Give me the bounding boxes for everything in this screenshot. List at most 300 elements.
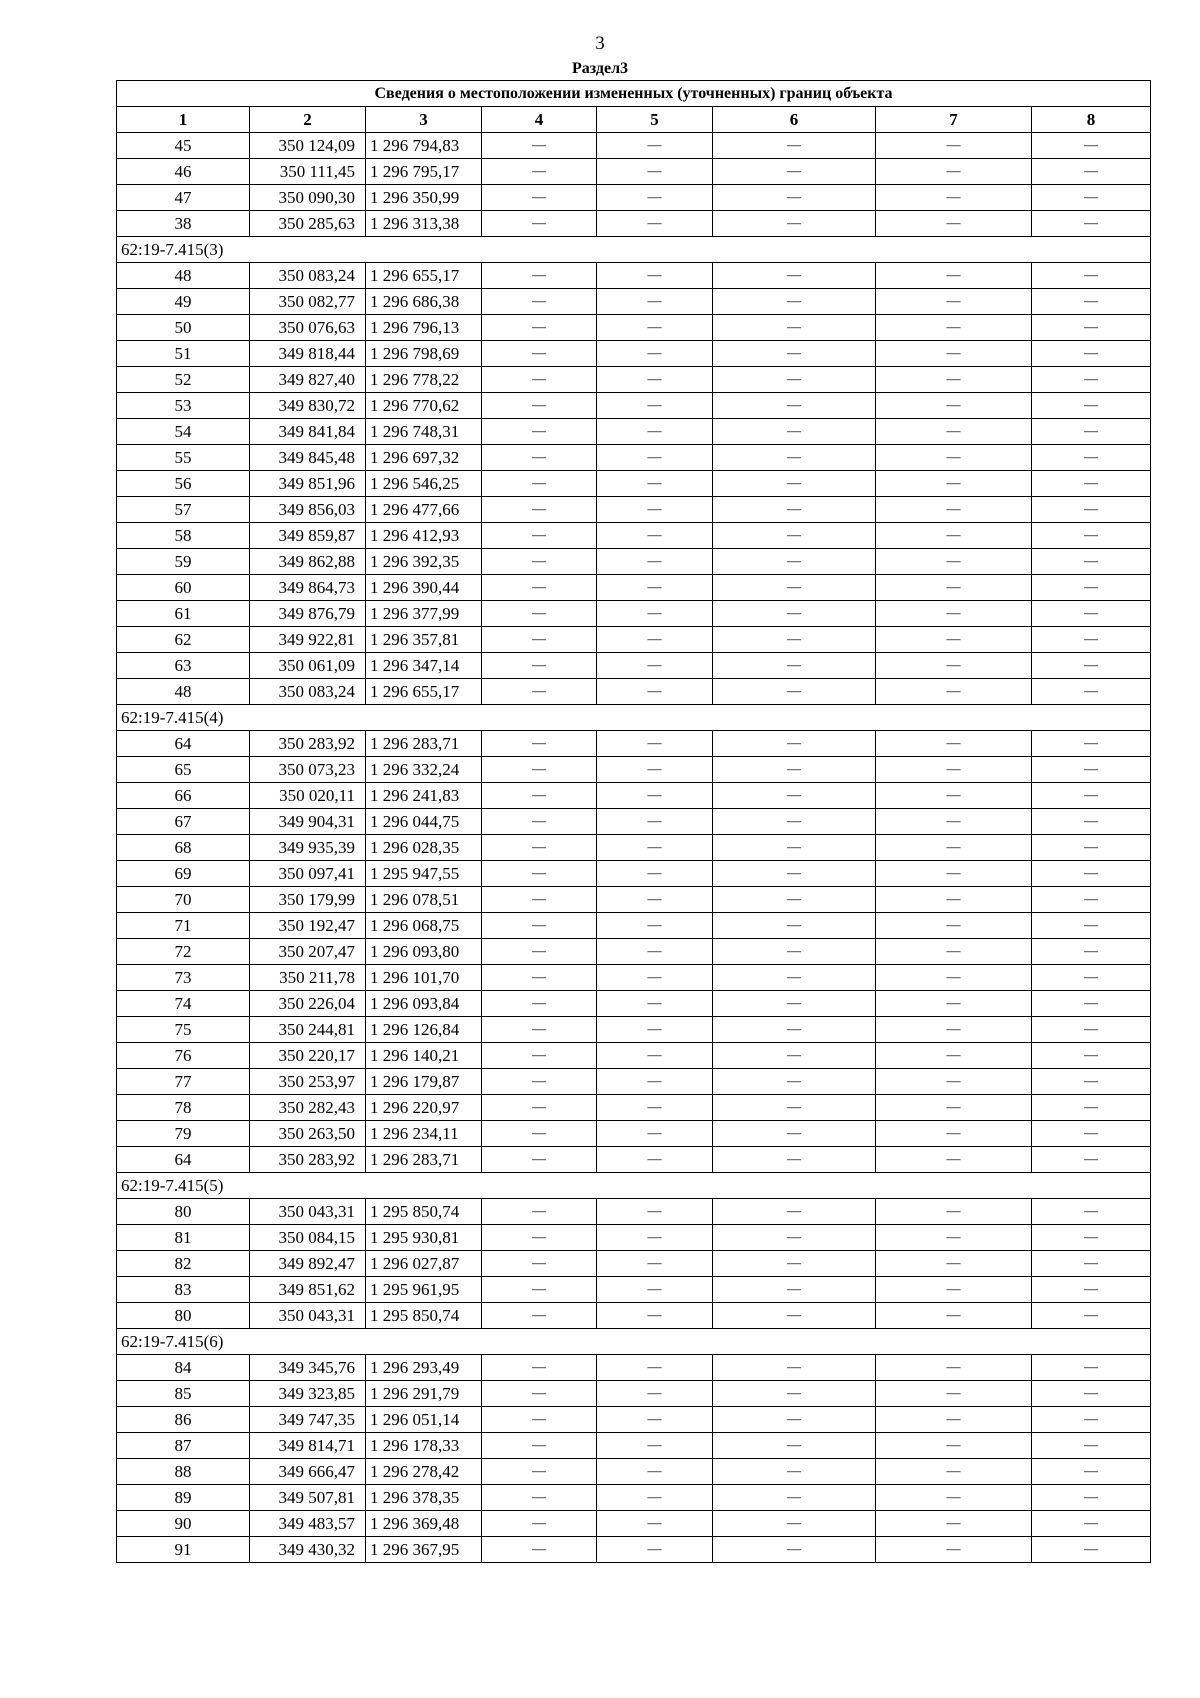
point-number-cell: 52 xyxy=(117,367,250,393)
empty-value-cell: — xyxy=(1032,1303,1151,1329)
table-row xyxy=(117,1121,1151,1147)
empty-value-cell: — xyxy=(1032,367,1151,393)
group-header-row xyxy=(117,1329,1151,1355)
point-number-cell: 74 xyxy=(117,991,250,1017)
empty-value-cell: — xyxy=(597,575,713,601)
empty-value-cell: — xyxy=(713,549,876,575)
empty-value-cell: — xyxy=(1032,1225,1151,1251)
y-coordinate-cell: 1 296 378,35 xyxy=(366,1485,482,1511)
empty-value-cell: — xyxy=(1032,341,1151,367)
x-coordinate-cell: 350 061,09 xyxy=(250,653,366,679)
column-header: 1 xyxy=(117,107,250,133)
empty-value-cell: — xyxy=(1032,601,1151,627)
y-coordinate-cell: 1 296 028,35 xyxy=(366,835,482,861)
empty-value-cell: — xyxy=(1032,1433,1151,1459)
table-row xyxy=(117,835,1151,861)
empty-value-cell: — xyxy=(482,913,597,939)
empty-value-cell: — xyxy=(876,1355,1032,1381)
y-coordinate-cell: 1 296 093,80 xyxy=(366,939,482,965)
y-coordinate-cell: 1 296 179,87 xyxy=(366,1069,482,1095)
point-number-cell: 54 xyxy=(117,419,250,445)
empty-value-cell: — xyxy=(482,653,597,679)
empty-value-cell: — xyxy=(876,731,1032,757)
table-row xyxy=(117,1433,1151,1459)
table-row xyxy=(117,549,1151,575)
point-number-cell: 72 xyxy=(117,939,250,965)
empty-value-cell: — xyxy=(1032,861,1151,887)
table-row xyxy=(117,263,1151,289)
x-coordinate-cell: 349 876,79 xyxy=(250,601,366,627)
x-coordinate-cell: 349 859,87 xyxy=(250,523,366,549)
empty-value-cell: — xyxy=(1032,445,1151,471)
empty-value-cell: — xyxy=(876,263,1032,289)
empty-value-cell: — xyxy=(597,1147,713,1173)
empty-value-cell: — xyxy=(482,1095,597,1121)
empty-value-cell: — xyxy=(1032,1147,1151,1173)
x-coordinate-cell: 350 090,30 xyxy=(250,185,366,211)
empty-value-cell: — xyxy=(482,1459,597,1485)
empty-value-cell: — xyxy=(1032,1381,1151,1407)
column-header: 5 xyxy=(597,107,713,133)
empty-value-cell: — xyxy=(482,263,597,289)
table-row xyxy=(117,575,1151,601)
x-coordinate-cell: 350 082,77 xyxy=(250,289,366,315)
x-coordinate-cell: 349 483,57 xyxy=(250,1511,366,1537)
table-title-row xyxy=(117,81,1151,107)
point-number-cell: 49 xyxy=(117,289,250,315)
point-number-cell: 87 xyxy=(117,1433,250,1459)
table-body xyxy=(117,133,1151,1563)
empty-value-cell: — xyxy=(876,1277,1032,1303)
point-number-cell: 89 xyxy=(117,1485,250,1511)
empty-value-cell: — xyxy=(597,783,713,809)
empty-value-cell: — xyxy=(597,1459,713,1485)
empty-value-cell: — xyxy=(482,809,597,835)
table-row xyxy=(117,419,1151,445)
table-row xyxy=(117,1277,1151,1303)
empty-value-cell: — xyxy=(713,757,876,783)
y-coordinate-cell: 1 295 961,95 xyxy=(366,1277,482,1303)
empty-value-cell: — xyxy=(597,1355,713,1381)
empty-value-cell: — xyxy=(876,1251,1032,1277)
y-coordinate-cell: 1 296 140,21 xyxy=(366,1043,482,1069)
x-coordinate-cell: 350 207,47 xyxy=(250,939,366,965)
empty-value-cell: — xyxy=(1032,211,1151,237)
empty-value-cell: — xyxy=(713,315,876,341)
empty-value-cell: — xyxy=(597,1485,713,1511)
point-number-cell: 45 xyxy=(117,133,250,159)
empty-value-cell: — xyxy=(482,601,597,627)
column-header: 6 xyxy=(713,107,876,133)
y-coordinate-cell: 1 296 283,71 xyxy=(366,1147,482,1173)
empty-value-cell: — xyxy=(597,965,713,991)
empty-value-cell: — xyxy=(876,185,1032,211)
empty-value-cell: — xyxy=(1032,1511,1151,1537)
table-row xyxy=(117,341,1151,367)
empty-value-cell: — xyxy=(1032,809,1151,835)
table-row xyxy=(117,653,1151,679)
empty-value-cell: — xyxy=(713,1537,876,1563)
point-number-cell: 50 xyxy=(117,315,250,341)
point-number-cell: 59 xyxy=(117,549,250,575)
empty-value-cell: — xyxy=(876,1433,1032,1459)
empty-value-cell: — xyxy=(482,939,597,965)
empty-value-cell: — xyxy=(1032,731,1151,757)
table-row xyxy=(117,1043,1151,1069)
point-number-cell: 86 xyxy=(117,1407,250,1433)
empty-value-cell: — xyxy=(482,393,597,419)
empty-value-cell: — xyxy=(597,341,713,367)
empty-value-cell: — xyxy=(713,133,876,159)
x-coordinate-cell: 350 097,41 xyxy=(250,861,366,887)
y-coordinate-cell: 1 296 748,31 xyxy=(366,419,482,445)
y-coordinate-cell: 1 296 078,51 xyxy=(366,887,482,913)
empty-value-cell: — xyxy=(1032,887,1151,913)
empty-value-cell: — xyxy=(597,1199,713,1225)
x-coordinate-cell: 349 904,31 xyxy=(250,809,366,835)
empty-value-cell: — xyxy=(876,1095,1032,1121)
empty-value-cell: — xyxy=(713,211,876,237)
point-number-cell: 83 xyxy=(117,1277,250,1303)
point-number-cell: 64 xyxy=(117,1147,250,1173)
empty-value-cell: — xyxy=(482,497,597,523)
table-row xyxy=(117,1069,1151,1095)
empty-value-cell: — xyxy=(1032,1485,1151,1511)
point-number-cell: 66 xyxy=(117,783,250,809)
empty-value-cell: — xyxy=(1032,549,1151,575)
empty-value-cell: — xyxy=(713,1225,876,1251)
x-coordinate-cell: 350 283,92 xyxy=(250,1147,366,1173)
point-number-cell: 84 xyxy=(117,1355,250,1381)
empty-value-cell: — xyxy=(482,1485,597,1511)
empty-value-cell: — xyxy=(597,887,713,913)
x-coordinate-cell: 350 211,78 xyxy=(250,965,366,991)
empty-value-cell: — xyxy=(1032,991,1151,1017)
column-header-row xyxy=(117,107,1151,133)
column-header: 7 xyxy=(876,107,1032,133)
y-coordinate-cell: 1 296 293,49 xyxy=(366,1355,482,1381)
table-row xyxy=(117,497,1151,523)
y-coordinate-cell: 1 295 850,74 xyxy=(366,1199,482,1225)
empty-value-cell: — xyxy=(713,575,876,601)
empty-value-cell: — xyxy=(597,1433,713,1459)
x-coordinate-cell: 350 253,97 xyxy=(250,1069,366,1095)
x-coordinate-cell: 350 111,45 xyxy=(250,159,366,185)
empty-value-cell: — xyxy=(597,1251,713,1277)
empty-value-cell: — xyxy=(482,445,597,471)
empty-value-cell: — xyxy=(713,861,876,887)
empty-value-cell: — xyxy=(597,1511,713,1537)
empty-value-cell: — xyxy=(876,1381,1032,1407)
empty-value-cell: — xyxy=(482,315,597,341)
empty-value-cell: — xyxy=(713,1485,876,1511)
point-number-cell: 82 xyxy=(117,1251,250,1277)
x-coordinate-cell: 350 244,81 xyxy=(250,1017,366,1043)
table-row xyxy=(117,185,1151,211)
empty-value-cell: — xyxy=(597,1407,713,1433)
empty-value-cell: — xyxy=(876,1511,1032,1537)
table-row xyxy=(117,1459,1151,1485)
empty-value-cell: — xyxy=(482,1069,597,1095)
empty-value-cell: — xyxy=(597,549,713,575)
empty-value-cell: — xyxy=(713,263,876,289)
table-row xyxy=(117,523,1151,549)
empty-value-cell: — xyxy=(876,1485,1032,1511)
empty-value-cell: — xyxy=(713,679,876,705)
empty-value-cell: — xyxy=(1032,315,1151,341)
point-number-cell: 77 xyxy=(117,1069,250,1095)
empty-value-cell: — xyxy=(597,471,713,497)
empty-value-cell: — xyxy=(1032,965,1151,991)
empty-value-cell: — xyxy=(713,809,876,835)
empty-value-cell: — xyxy=(713,419,876,445)
empty-value-cell: — xyxy=(482,1251,597,1277)
empty-value-cell: — xyxy=(713,1277,876,1303)
point-number-cell: 88 xyxy=(117,1459,250,1485)
empty-value-cell: — xyxy=(713,965,876,991)
empty-value-cell: — xyxy=(713,653,876,679)
empty-value-cell: — xyxy=(1032,1459,1151,1485)
y-coordinate-cell: 1 296 655,17 xyxy=(366,263,482,289)
y-coordinate-cell: 1 295 947,55 xyxy=(366,861,482,887)
empty-value-cell: — xyxy=(713,1407,876,1433)
empty-value-cell: — xyxy=(876,523,1032,549)
point-number-cell: 73 xyxy=(117,965,250,991)
empty-value-cell: — xyxy=(1032,159,1151,185)
empty-value-cell: — xyxy=(482,419,597,445)
x-coordinate-cell: 350 073,23 xyxy=(250,757,366,783)
y-coordinate-cell: 1 296 412,93 xyxy=(366,523,482,549)
point-number-cell: 57 xyxy=(117,497,250,523)
empty-value-cell: — xyxy=(713,289,876,315)
empty-value-cell: — xyxy=(1032,1043,1151,1069)
point-number-cell: 80 xyxy=(117,1199,250,1225)
table-row xyxy=(117,913,1151,939)
empty-value-cell: — xyxy=(482,211,597,237)
empty-value-cell: — xyxy=(1032,627,1151,653)
empty-value-cell: — xyxy=(597,1277,713,1303)
empty-value-cell: — xyxy=(597,1069,713,1095)
y-coordinate-cell: 1 296 068,75 xyxy=(366,913,482,939)
empty-value-cell: — xyxy=(876,757,1032,783)
empty-value-cell: — xyxy=(876,809,1032,835)
empty-value-cell: — xyxy=(876,679,1032,705)
empty-value-cell: — xyxy=(482,1199,597,1225)
x-coordinate-cell: 350 282,43 xyxy=(250,1095,366,1121)
y-coordinate-cell: 1 296 369,48 xyxy=(366,1511,482,1537)
empty-value-cell: — xyxy=(597,185,713,211)
table-row xyxy=(117,1095,1151,1121)
empty-value-cell: — xyxy=(1032,497,1151,523)
y-coordinate-cell: 1 296 283,71 xyxy=(366,731,482,757)
y-coordinate-cell: 1 296 770,62 xyxy=(366,393,482,419)
empty-value-cell: — xyxy=(597,653,713,679)
empty-value-cell: — xyxy=(876,887,1032,913)
empty-value-cell: — xyxy=(1032,289,1151,315)
x-coordinate-cell: 350 076,63 xyxy=(250,315,366,341)
empty-value-cell: — xyxy=(482,1511,597,1537)
x-coordinate-cell: 350 192,47 xyxy=(250,913,366,939)
empty-value-cell: — xyxy=(1032,393,1151,419)
column-header: 2 xyxy=(250,107,366,133)
empty-value-cell: — xyxy=(713,887,876,913)
empty-value-cell: — xyxy=(597,861,713,887)
empty-value-cell: — xyxy=(713,159,876,185)
empty-value-cell: — xyxy=(713,1459,876,1485)
y-coordinate-cell: 1 296 313,38 xyxy=(366,211,482,237)
empty-value-cell: — xyxy=(713,1433,876,1459)
point-number-cell: 75 xyxy=(117,1017,250,1043)
x-coordinate-cell: 349 856,03 xyxy=(250,497,366,523)
y-coordinate-cell: 1 296 697,32 xyxy=(366,445,482,471)
table-title: Сведения о местоположении измененных (уточненных) границ объекта xyxy=(117,81,1151,107)
point-number-cell: 46 xyxy=(117,159,250,185)
point-number-cell: 63 xyxy=(117,653,250,679)
empty-value-cell: — xyxy=(713,1303,876,1329)
empty-value-cell: — xyxy=(597,1043,713,1069)
table-row xyxy=(117,1251,1151,1277)
empty-value-cell: — xyxy=(713,497,876,523)
y-coordinate-cell: 1 296 278,42 xyxy=(366,1459,482,1485)
x-coordinate-cell: 350 220,17 xyxy=(250,1043,366,1069)
empty-value-cell: — xyxy=(1032,419,1151,445)
empty-value-cell: — xyxy=(876,783,1032,809)
point-number-cell: 90 xyxy=(117,1511,250,1537)
table-row xyxy=(117,1147,1151,1173)
empty-value-cell: — xyxy=(597,601,713,627)
table-row xyxy=(117,757,1151,783)
point-number-cell: 58 xyxy=(117,523,250,549)
table-row xyxy=(117,861,1151,887)
point-number-cell: 80 xyxy=(117,1303,250,1329)
x-coordinate-cell: 349 841,84 xyxy=(250,419,366,445)
empty-value-cell: — xyxy=(597,315,713,341)
table-row xyxy=(117,1485,1151,1511)
empty-value-cell: — xyxy=(597,289,713,315)
empty-value-cell: — xyxy=(876,1147,1032,1173)
empty-value-cell: — xyxy=(876,1121,1032,1147)
empty-value-cell: — xyxy=(876,653,1032,679)
empty-value-cell: — xyxy=(597,523,713,549)
empty-value-cell: — xyxy=(597,419,713,445)
empty-value-cell: — xyxy=(482,1277,597,1303)
y-coordinate-cell: 1 296 051,14 xyxy=(366,1407,482,1433)
y-coordinate-cell: 1 296 795,17 xyxy=(366,159,482,185)
empty-value-cell: — xyxy=(876,159,1032,185)
empty-value-cell: — xyxy=(713,1043,876,1069)
empty-value-cell: — xyxy=(482,1043,597,1069)
y-coordinate-cell: 1 296 798,69 xyxy=(366,341,482,367)
table-row xyxy=(117,679,1151,705)
point-number-cell: 56 xyxy=(117,471,250,497)
empty-value-cell: — xyxy=(1032,1199,1151,1225)
empty-value-cell: — xyxy=(713,341,876,367)
x-coordinate-cell: 350 124,09 xyxy=(250,133,366,159)
empty-value-cell: — xyxy=(482,1381,597,1407)
x-coordinate-cell: 350 083,24 xyxy=(250,263,366,289)
x-coordinate-cell: 350 179,99 xyxy=(250,887,366,913)
empty-value-cell: — xyxy=(876,627,1032,653)
group-label: 62:19-7.415(5) xyxy=(117,1173,1151,1199)
table-row xyxy=(117,627,1151,653)
table-row xyxy=(117,211,1151,237)
y-coordinate-cell: 1 296 377,99 xyxy=(366,601,482,627)
group-label: 62:19-7.415(4) xyxy=(117,705,1151,731)
x-coordinate-cell: 350 020,11 xyxy=(250,783,366,809)
empty-value-cell: — xyxy=(482,965,597,991)
empty-value-cell: — xyxy=(713,367,876,393)
empty-value-cell: — xyxy=(876,601,1032,627)
empty-value-cell: — xyxy=(482,1303,597,1329)
empty-value-cell: — xyxy=(876,289,1032,315)
empty-value-cell: — xyxy=(482,471,597,497)
empty-value-cell: — xyxy=(597,939,713,965)
empty-value-cell: — xyxy=(713,1095,876,1121)
empty-value-cell: — xyxy=(1032,757,1151,783)
x-coordinate-cell: 350 283,92 xyxy=(250,731,366,757)
table-row xyxy=(117,289,1151,315)
empty-value-cell: — xyxy=(713,1381,876,1407)
empty-value-cell: — xyxy=(1032,1251,1151,1277)
empty-value-cell: — xyxy=(1032,471,1151,497)
empty-value-cell: — xyxy=(1032,1017,1151,1043)
empty-value-cell: — xyxy=(1032,783,1151,809)
y-coordinate-cell: 1 296 220,97 xyxy=(366,1095,482,1121)
empty-value-cell: — xyxy=(876,211,1032,237)
y-coordinate-cell: 1 296 796,13 xyxy=(366,315,482,341)
point-number-cell: 53 xyxy=(117,393,250,419)
point-number-cell: 79 xyxy=(117,1121,250,1147)
table-row xyxy=(117,1355,1151,1381)
empty-value-cell: — xyxy=(713,731,876,757)
table-row xyxy=(117,133,1151,159)
empty-value-cell: — xyxy=(597,133,713,159)
empty-value-cell: — xyxy=(482,887,597,913)
empty-value-cell: — xyxy=(876,393,1032,419)
empty-value-cell: — xyxy=(597,1537,713,1563)
empty-value-cell: — xyxy=(597,913,713,939)
x-coordinate-cell: 349 345,76 xyxy=(250,1355,366,1381)
empty-value-cell: — xyxy=(482,861,597,887)
empty-value-cell: — xyxy=(876,549,1032,575)
empty-value-cell: — xyxy=(713,1355,876,1381)
table-row xyxy=(117,315,1151,341)
empty-value-cell: — xyxy=(1032,575,1151,601)
x-coordinate-cell: 349 830,72 xyxy=(250,393,366,419)
empty-value-cell: — xyxy=(713,601,876,627)
empty-value-cell: — xyxy=(482,159,597,185)
empty-value-cell: — xyxy=(713,523,876,549)
x-coordinate-cell: 349 922,81 xyxy=(250,627,366,653)
table-row xyxy=(117,939,1151,965)
empty-value-cell: — xyxy=(482,1017,597,1043)
empty-value-cell: — xyxy=(876,419,1032,445)
empty-value-cell: — xyxy=(876,913,1032,939)
y-coordinate-cell: 1 296 655,17 xyxy=(366,679,482,705)
empty-value-cell: — xyxy=(482,1355,597,1381)
empty-value-cell: — xyxy=(1032,1121,1151,1147)
table-row xyxy=(117,991,1151,1017)
point-number-cell: 69 xyxy=(117,861,250,887)
empty-value-cell: — xyxy=(482,367,597,393)
column-header: 4 xyxy=(482,107,597,133)
empty-value-cell: — xyxy=(1032,1069,1151,1095)
point-number-cell: 85 xyxy=(117,1381,250,1407)
empty-value-cell: — xyxy=(876,1069,1032,1095)
y-coordinate-cell: 1 296 367,95 xyxy=(366,1537,482,1563)
empty-value-cell: — xyxy=(1032,653,1151,679)
empty-value-cell: — xyxy=(597,445,713,471)
